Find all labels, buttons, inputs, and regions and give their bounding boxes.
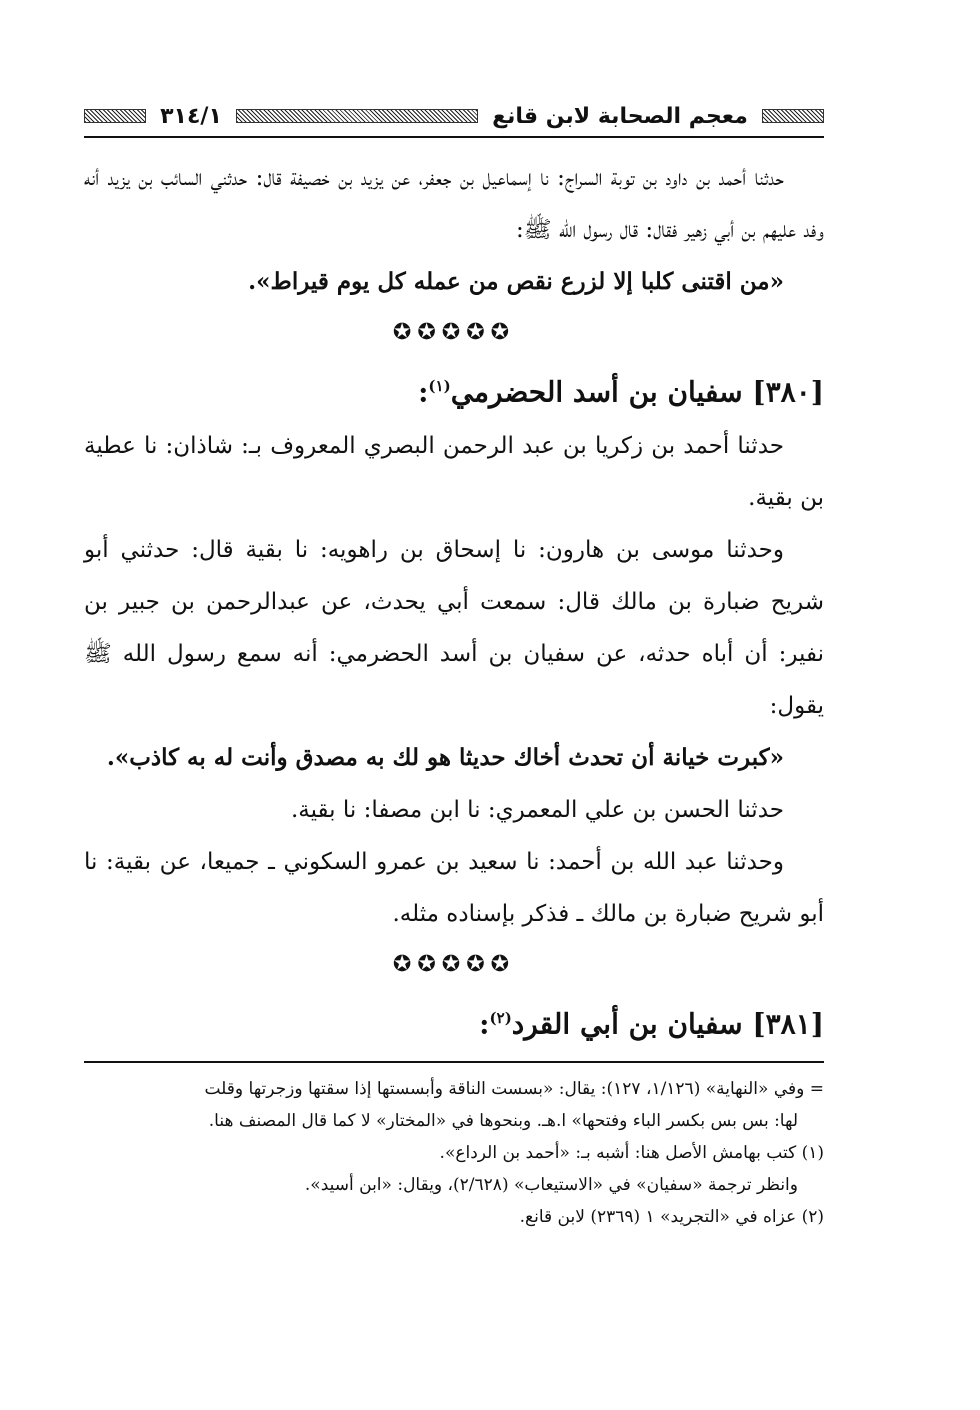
entry-number: [٣٨١]: [752, 1007, 824, 1041]
footnote-2: (٢) عزاه في «التجريد» ١ (٢٣٦٩) لابن قانع.: [519, 1206, 824, 1227]
footnote-divider: [84, 1061, 824, 1063]
entry-colon: :: [479, 1007, 490, 1041]
footnotes: [84, 1073, 824, 1233]
entry-colon: :: [418, 375, 429, 409]
entry-number: [٣٨٠]: [752, 375, 824, 409]
footnote-ref: (٢): [489, 1009, 512, 1028]
paragraph: حدثنا أحمد بن داود بن توبة السراج: نا إسماعيل بن جعفر، عن يزيد بن خصيفة قال: حدثني السائب بن يزيد أنه وفد عليهم بن أبي زهير فقال: قال رسول الله ﷺ:: [84, 165, 824, 243]
footnote-1-continued: وانظر ترجمة «سفيان» في «الاستيعاب» (٢/٦٢٨)، ويقال: «ابن أسيد».: [304, 1174, 798, 1195]
page-body: [84, 152, 824, 1053]
page-header: [84, 96, 824, 138]
header-ornament-left: [84, 109, 146, 123]
footnote-continuation: لها: بس بس بكسر الباء وفتحها» ا.هـ. وبنحوها في «المختار» لا كما قال المصنف هنا.: [208, 1110, 798, 1131]
section-separator: ✪✪✪✪✪: [392, 952, 516, 978]
hadith-text: «من اقتنى كلبا إلا لزرع نقص من عمله كل يوم قيراط».: [248, 268, 784, 295]
page-number: ٣١٤/١: [160, 103, 222, 129]
footnote-1: (١) كتب بهامش الأصل هنا: أشبه بـ: «أحمد بن الرداع».: [439, 1142, 824, 1163]
paragraph: حدثنا أحمد بن زكريا بن عبد الرحمن البصري المعروف بـ: شاذان: نا عطية بن بقية.: [84, 433, 824, 512]
entry-heading: [84, 358, 824, 420]
header-ornament-middle: [236, 109, 478, 123]
entry-heading: [84, 990, 824, 1052]
hadith-text: «كبرت خيانة أن تحدث أخاك حديثا هو لك به مصدق وأنت له به كاذب».: [106, 744, 784, 772]
paragraph: حدثنا الحسن بن علي المعمري: نا ابن مصفا: نا بقية.: [290, 797, 784, 824]
paragraph: وحدثنا عبد الله بن أحمد: نا سعيد بن عمرو السكوني ـ جميعا، عن بقية: نا أبو شريح ضبارة بن مالك ـ فذكر بإسناده مثله.: [84, 849, 824, 928]
header-ornament-right: [762, 109, 824, 123]
section-separator: ✪✪✪✪✪: [392, 320, 516, 345]
footnote-continuation: = وفي «النهاية» (١/١٢٦، ١٢٧): يقال: «بسست الناقة وأبسستها إذا سقتها وزجرتها وقلت: [204, 1078, 824, 1099]
footnote-ref: (١): [428, 377, 451, 395]
book-title: معجم الصحابة لابن قانع: [492, 103, 748, 129]
book-page: [84, 96, 824, 1233]
entry-name: سفيان بن أبي القرد: [511, 1007, 743, 1041]
paragraph: وحدثنا موسى بن هارون: نا إسحاق بن راهويه: نا بقية قال: حدثني أبو شريح ضبارة بن مالك قال: سمعت أبي يحدث، عن عبدالرحمن بن جبير بن نفير: أن أباه حدثه، عن سفيان بن أسد الحضرمي: أنه سمع رسول الله ﷺ يقول:: [84, 537, 824, 720]
entry-name: سفيان بن أسد الحضرمي: [450, 375, 743, 409]
